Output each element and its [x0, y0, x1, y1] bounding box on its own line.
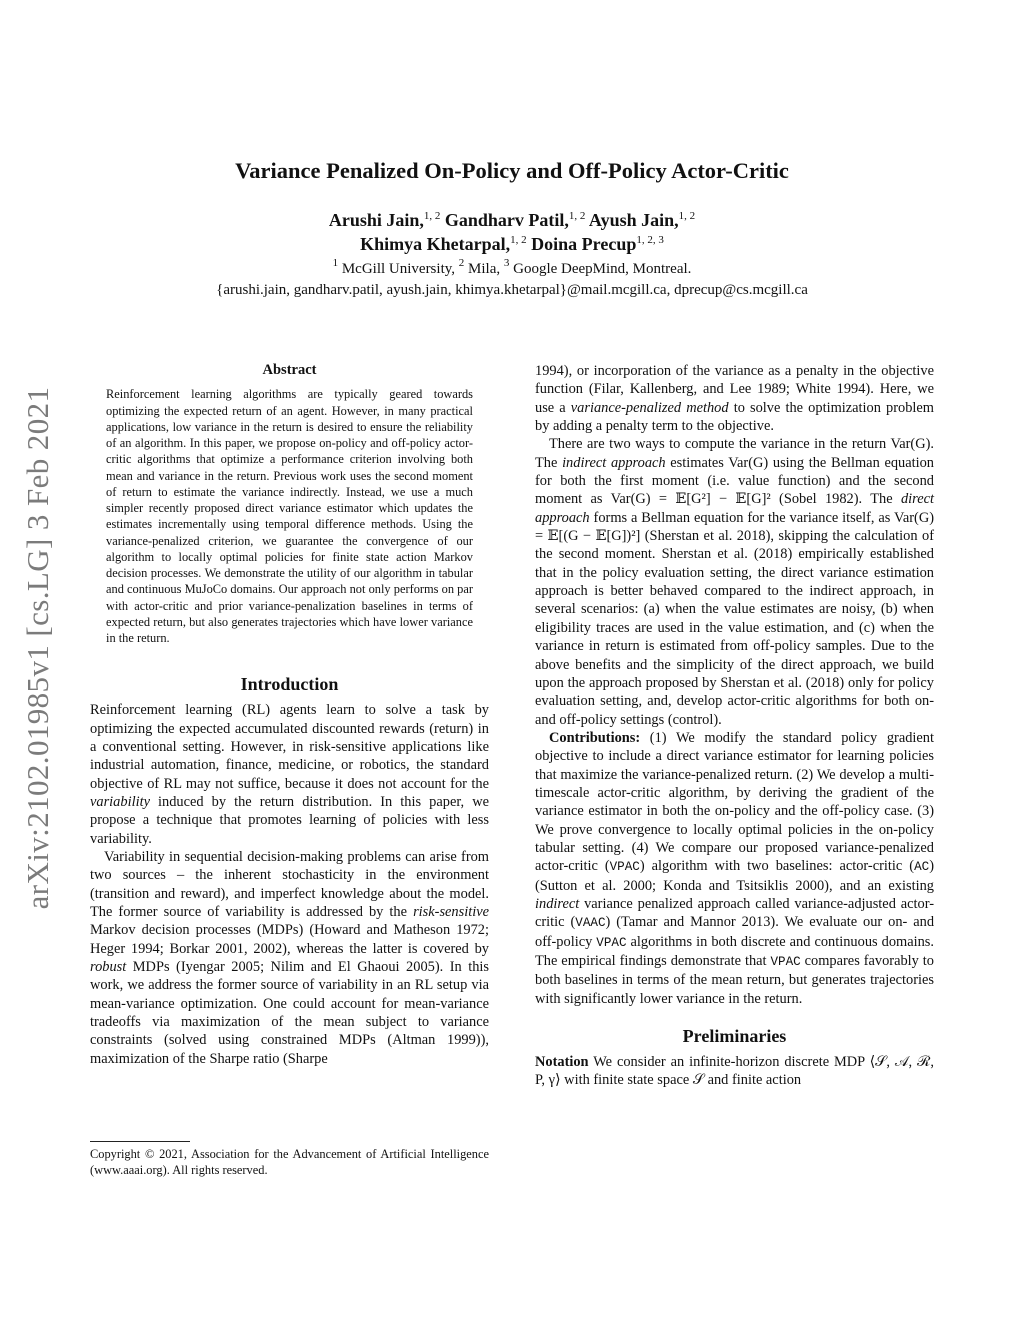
- affiliation-marker: 2: [458, 257, 465, 269]
- right-paragraph-1: [535, 362, 934, 435]
- text-run: ) (Tamar and Mannor 2013). We evaluate our on- and off-policy: [535, 914, 935, 950]
- text-run: MDPs (Iyengar 2005; Nilim and El Ghaoui 2005). In this work, we address the former source of variability in an RL setup via mean-variance optimization. One could account for mean-variance tradeoffs via maximization of the mean subject to variance constraints (solved using constrained MDPs (Altman 1999)), maximization of the Sharpe ratio (Sharpe: [90, 959, 489, 1067]
- abstract-text: Reinforcement learning algorithms are typically geared towards optimizing the expected return of an agent. However, in many practical applications, low variance in the return is desired to ensure the reliability of an algorithm. In this paper, we propose on-policy and off-policy actor-critic algorithms that optimize a performance criterion involving both mean and variance in the return. Previous work uses the second moment of return to estimate the variance indirectly. Instead, we use a much simpler recently proposed direct variance estimator which updates the estimates incrementally using temporal difference methods. Using the variance-penalized criterion, we guarantee the convergence of our algorithm to locally optimal policies for finite state action Markov decision processes. We demonstrate the utility of our algorithm in tabular and continuous MuJoCo domains. Our approach not only performs on par with actor-critic and prior variance-penalization baselines in terms of expected return, but also generates trajectories which have lower variance in the return.: [106, 387, 473, 645]
- left-column: [90, 362, 489, 1068]
- author-name: Khimya Khetarpal,: [360, 234, 511, 254]
- author-affiliation-marker: 1, 2: [678, 210, 696, 222]
- text-run: induced by the return distribution. In this paper, we propose a technique that promotes learning of policies with less variability.: [90, 793, 489, 847]
- text-run: variance penalized approach called variance-adjusted actor-critic (: [535, 895, 934, 931]
- right-paragraph-2: [535, 435, 934, 729]
- author-emails: {arushi.jain, gandharv.patil, ayush.jain, khimya.khetarpal}@mail.mcgill.ca, dprecup@cs.mcgill.ca: [216, 282, 808, 298]
- emphasis: risk-sensitive: [413, 904, 489, 921]
- affiliation-name: McGill University,: [338, 261, 459, 277]
- text-run: We consider an infinite-horizon discrete MDP ⟨𝒮, 𝒜, ℛ, P, γ⟩ with finite state space 𝒮 and finite action: [535, 1054, 934, 1089]
- author-list: [0, 208, 1024, 256]
- author-name: Ayush Jain,: [585, 210, 679, 230]
- text-run: ) algorithm with two baselines: actor-critic (: [639, 858, 915, 875]
- affiliation-name: Google DeepMind, Montreal.: [509, 261, 692, 277]
- emphasis: indirect approach: [562, 454, 666, 471]
- emphasis: robust: [90, 959, 127, 976]
- text-run: compares favorably to both baselines in terms of the mean return, but generates trajectories with significantly lower variance in the return.: [535, 953, 935, 1007]
- paper-title: Variance Penalized On-Policy and Off-Policy Actor-Critic: [235, 158, 789, 183]
- text-run: There are two ways to compute the variance in the return Var(G). The: [535, 436, 934, 471]
- arxiv-identifier: arXiv:2102.01985v1 [cs.LG] 3 Feb 2021: [20, 386, 55, 910]
- author-name: Doina Precup: [526, 234, 637, 254]
- text-run: algorithms in both discrete and continuous domains. The empirical findings demonstrate that: [535, 933, 934, 969]
- text-run: Reinforcement learning (RL) agents learn to solve a task by optimizing the expected accumulated discounted rewards (return) in a conventional setting. However, in risk-sensitive applications like industrial automation, finance, medicine, or robotics, the standard objective of RL may not suffice, because it does not account for the: [90, 702, 489, 792]
- arxiv-sidebar-stamp: [18, 368, 58, 928]
- affiliation-name: Mila,: [464, 261, 504, 277]
- affiliation-marker: 1: [332, 257, 339, 269]
- contributions-paragraph: [535, 729, 934, 1008]
- preliminaries-heading: Preliminaries: [682, 1026, 787, 1047]
- author-affiliation-marker: 1, 2: [568, 210, 586, 222]
- copyright-footnote: [90, 1141, 489, 1178]
- text-run: Markov decision processes (MDPs) (Howard and Matheson 1972; Heger 1994; Borkar 2001, 2002), whereas the latter is covered by: [90, 922, 489, 957]
- text-run: (1) We modify the standard policy gradient objective to include a direct variance estimator for learning policies that maximize the variance-penalized return. (2) We develop a multi-timescale actor-critic algorithm, by deriving the gradient of the variance estimator in both the on-policy and the off-policy case. (3) We prove convergence to locally optimal policies in the on-policy tabular setting. (4) We compare our proposed variance-penalized actor-critic (: [535, 729, 934, 875]
- emphasis: variability: [90, 793, 150, 810]
- introduction-heading: Introduction: [240, 674, 339, 695]
- intro-paragraph-2: [90, 848, 489, 1068]
- abstract-heading: Abstract: [262, 362, 317, 378]
- author-affiliation-marker: 1, 2, 3: [636, 234, 664, 246]
- abstract-section: [106, 362, 473, 646]
- affiliation-marker: 3: [503, 257, 510, 269]
- footnote-rule: [90, 1141, 190, 1142]
- emphasis: variance-penalized method: [570, 399, 729, 416]
- copyright-text: Copyright © 2021, Association for the Advancement of Artificial Intelligence (www.aaai.org). All rights reserved.: [90, 1147, 489, 1177]
- author-affiliation-marker: 1, 2: [510, 234, 527, 246]
- affiliations: [0, 259, 1024, 301]
- text-run: forms a Bellman equation for the variance itself, as Var(G) = 𝔼[(G − 𝔼[G])²] (Sherstan et al. 2018), skipping the calculation of the second moment. Sherstan et al. (2018) empirically established that in the policy evaluation setting, the direct variance estimation approach is better behaved compared to the indirect approach, in several scenarios: (a) when the value estimates are noisy, (b) when eligibility traces are used in the value estimation, and (c) when the variance in return is estimated from off-policy samples. Due to the above benefits and the simplicity of the direct approach, we build upon the approach proposed by Sherstan et al. (2018) only for policy evaluation setting, and, develop actor-critic algorithms for both on- and off-policy settings (control).: [535, 509, 934, 728]
- author-name: Arushi Jain,: [328, 210, 424, 230]
- emphasis: direct approach: [535, 491, 934, 526]
- intro-paragraph-1: [90, 701, 489, 848]
- algorithm-name: VPAC: [770, 955, 801, 969]
- algorithm-name: AC: [914, 860, 930, 875]
- notation-paragraph: [535, 1053, 934, 1090]
- contributions-label: Contributions:: [549, 729, 641, 746]
- algorithm-name: VPAC: [596, 935, 627, 950]
- algorithm-name: VPAC: [609, 860, 640, 875]
- text-run: to solve the optimization problem by adding a penalty term to the objective.: [535, 399, 934, 435]
- author-name: Gandharv Patil,: [440, 210, 569, 230]
- emphasis: indirect: [535, 895, 580, 912]
- right-column: [535, 362, 934, 1090]
- algorithm-name: VAAC: [575, 916, 606, 931]
- author-affiliation-marker: 1, 2: [423, 210, 441, 222]
- text-run: estimates Var(G) using the Bellman equation for both the first moment (i.e. value function) and the second moment as Var(G) = 𝔼[G²] − 𝔼[G]² (Sobel 1982). The: [535, 454, 934, 508]
- text-run: ) (Sutton et al. 2000; Konda and Tsitsiklis 2000), and an existing: [535, 858, 934, 894]
- notation-label: Notation: [535, 1054, 589, 1071]
- text-run: 1994), or incorporation of the variance as a penalty in the objective function (Filar, Kallenberg, and Lee 1989; White 1994). Here, we use a: [535, 363, 934, 416]
- text-run: Variability in sequential decision-making problems can arise from two sources – the inherent stochasticity in the environment (transition and reward), and imperfect knowledge about the model. The former source of variability is addressed by the: [90, 849, 489, 921]
